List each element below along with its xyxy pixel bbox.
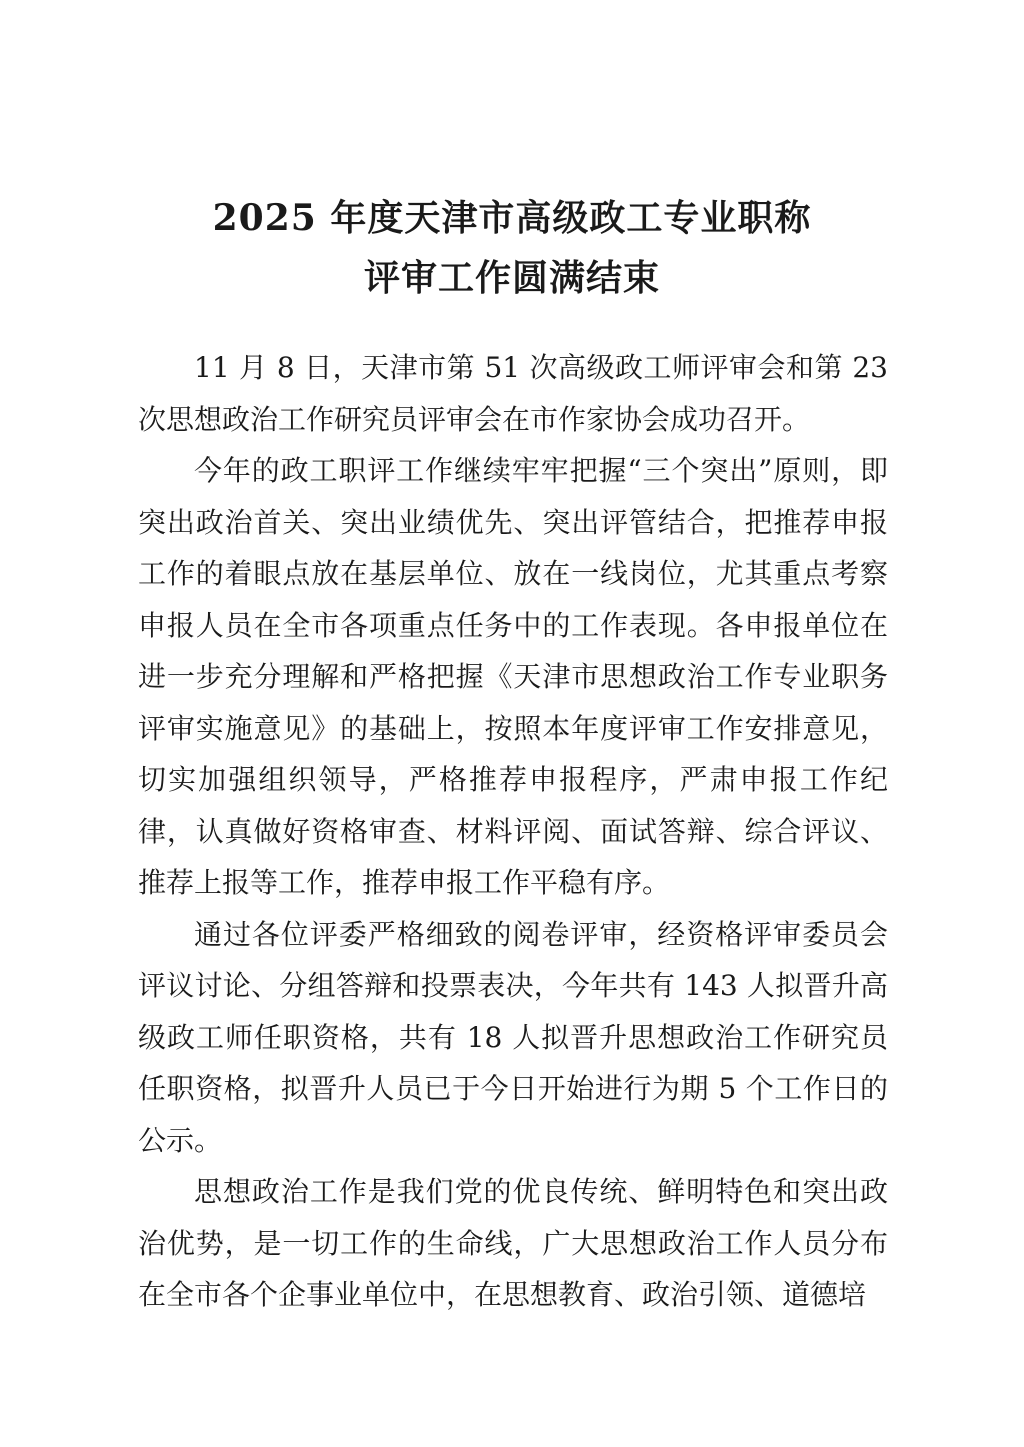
paragraph-4: 思想政治工作是我们党的优良传统、鲜明特色和突出政治优势，是一切工作的生命线，广大思想政治工作人员分布在全市各个企事业单位中，在思想教育、政治引领、道德培 [138,1175,888,1311]
title-line-2: 评审工作圆满结束 [363,257,660,299]
paragraph-2: 今年的政工职评工作继续牢牢把握“三个突出”原则，即突出政治首关、突出业绩优先、突出评管结合，把推荐申报工作的着眼点放在基层单位、放在一线岗位，尤其重点考察申报人员在全市各项重点任务中的工作表现。各申报单位在进一步充分理解和严格把握《天津市思想政治工作专业职务评审实施意见》的基础上，按照本年度评审工作安排意见，切实加强组织领导，严格推荐申报程序，严肃申报工作纪律，认真做好资格审查、材料评阅、面试答辩、综合评议、推荐上报等工作，推荐申报工作平稳有序。 [138,454,888,899]
paragraph-3: 通过各位评委严格细致的阅卷评审，经资格评审委员会评议讨论、分组答辩和投票表决，今年共有 143 人拟晋升高级政工师任职资格，共有 18 人拟晋升思想政治工作研究员任职资格，拟晋升人员已于今日开始进行为期 5 个工作日的公示。 [138,917,888,1157]
document-title [0,188,1024,308]
title-line-1: 2025 年度天津市高级政工专业职称 [212,197,812,239]
document-body [138,342,888,1321]
paragraph-1: 11 月 8 日，天津市第 51 次高级政工师评审会和第 23 次思想政治工作研究员评审会在市作家协会成功召开。 [138,351,888,436]
